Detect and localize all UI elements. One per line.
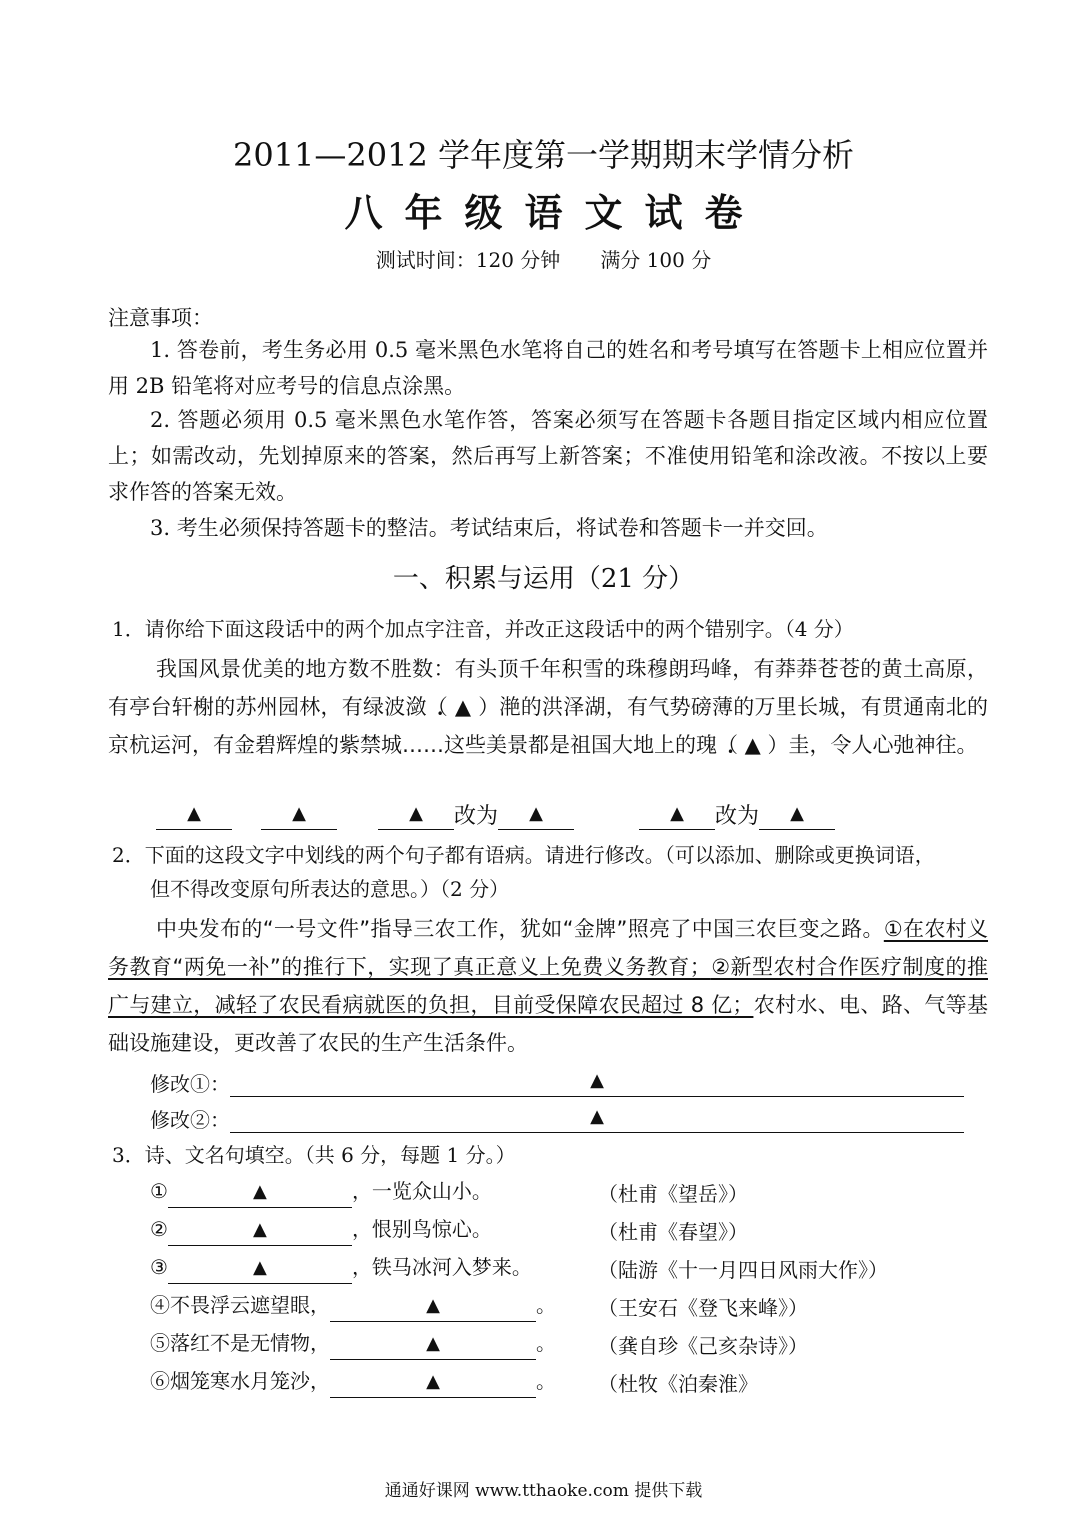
q3-blank-5[interactable]: ▲ bbox=[330, 1327, 536, 1360]
q3-blank-3[interactable]: ▲ bbox=[168, 1251, 352, 1284]
q1-dotted-char-1: 潋 bbox=[405, 695, 427, 719]
q1-blank-6[interactable]: ▲ bbox=[759, 798, 835, 830]
q1-passage-b: （ ▲ ）滟的洪泽湖，有气势磅薄的万里长城，有贯通南北的京杭运河，有金碧辉煌的紫禁城……这些美景都是祖国大地上的 bbox=[108, 695, 988, 757]
q1-change-to-2: 改为 bbox=[715, 804, 760, 829]
q1-blank-4[interactable]: ▲ bbox=[498, 798, 574, 830]
q3-blank-1[interactable]: ▲ bbox=[168, 1175, 352, 1208]
q2-fix1-blank[interactable]: ▲ bbox=[230, 1064, 964, 1097]
q1-passage bbox=[108, 650, 988, 764]
q2-fix-row-1 bbox=[150, 1064, 964, 1097]
q3-source-3: （陆游《十一月四日风雨大作》） bbox=[598, 1258, 888, 1282]
q3-item-6: ⑥烟笼寒水月笼沙， ▲ 。 bbox=[150, 1364, 556, 1398]
q2-underlined-sentence-2: ②新型农村合作医疗制度的推广与建立，减轻了农民看病就医的负担，目前受保障农民超过 8 亿； bbox=[108, 955, 988, 1017]
q2-fix2-blank[interactable]: ▲ bbox=[230, 1100, 964, 1133]
q3-blank-2[interactable]: ▲ bbox=[168, 1213, 352, 1246]
q1-passage-a: 我国风景优美的地方数不胜数：有头顶千年积雪的珠穆朗玛峰，有莽莽苍苍的黄土高原，有亭台轩榭的苏州园林，有绿波 bbox=[108, 657, 988, 719]
q3-stem: 3．诗、文名句填空。（共 6 分，每题 1 分。） bbox=[112, 1143, 516, 1167]
q3-source-1: （杜甫《望岳》） bbox=[598, 1182, 748, 1206]
q1-answer-row bbox=[156, 798, 835, 830]
q2-underlined-sentence-1: ①在农村义务教育“两免一补”的推行下，实现了真正意义上免费义务教育； bbox=[108, 917, 989, 979]
note-item-1: 1. 答卷前，考生务必用 0.5 毫米黑色水笔将自己的姓名和考号填写在答题卡上相应位置并用 2B 铅笔将对应考号的信息点涂黑。 bbox=[108, 338, 988, 398]
q3-blank-4[interactable]: ▲ bbox=[330, 1289, 536, 1322]
q1-dotted-char-2: 瑰 bbox=[696, 733, 717, 757]
exam-info bbox=[0, 244, 1087, 273]
exam-title-line1: 2011—2012 学年度第一学期期末学情分析 bbox=[232, 136, 855, 174]
q1-stem: 1．请你给下面这段话中的两个加点字注音，并改正这段话中的两个错别字。（4 分） bbox=[112, 617, 854, 641]
note-item-3: 3. 考生必须保持答题卡的整洁。考试结束后，将试卷和答题卡一并交回。 bbox=[150, 516, 828, 540]
q2-fix-row-2 bbox=[150, 1100, 964, 1133]
test-time: 测试时间：120 分钟 bbox=[375, 248, 561, 272]
q3-item-2: ② ▲ ，恨别鸟惊心。 bbox=[150, 1212, 492, 1246]
q2-fix1-label: 修改①： bbox=[150, 1072, 230, 1096]
full-score: 满分 100 分 bbox=[600, 248, 712, 272]
q2-stem-line2: 但不得改变原句所表达的意思。）（2 分） bbox=[150, 877, 510, 901]
q2-fix2-label: 修改②： bbox=[150, 1108, 230, 1132]
q1-blank-5[interactable]: ▲ bbox=[639, 798, 715, 830]
q2-passage-a: 中央发布的“一号文件”指导三农工作，犹如“金牌”照亮了中国三农巨变之路。 bbox=[156, 917, 884, 941]
notes-heading: 注意事项： bbox=[108, 306, 213, 330]
section-title: 一、积累与运用（21 分） bbox=[392, 564, 695, 594]
q2-passage-b: 农村水、电、路、气等基础设施建设，更改善了农民的生产生活条件。 bbox=[108, 993, 988, 1055]
q2-stem-line1: 2．下面的这段文字中划线的两个句子都有语病。请进行修改。（可以添加、删除或更换词语， bbox=[112, 843, 935, 867]
q3-source-5: （龚自珍《己亥杂诗》） bbox=[598, 1334, 808, 1358]
q3-blank-6[interactable]: ▲ bbox=[330, 1365, 536, 1398]
q1-passage-c: （ ▲ ）圭，令人心弛神往。 bbox=[717, 733, 978, 757]
q1-blank-3[interactable]: ▲ bbox=[378, 798, 454, 830]
q1-blank-2[interactable]: ▲ bbox=[261, 798, 337, 830]
q3-item-4: ④不畏浮云遮望眼， ▲ 。 bbox=[150, 1288, 556, 1322]
q1-blank-1[interactable]: ▲ bbox=[156, 798, 232, 830]
q3-source-6: （杜牧《泊秦淮》 bbox=[598, 1372, 758, 1396]
q1-change-to-1: 改为 bbox=[454, 804, 499, 829]
q3-source-4: （王安石《登飞来峰》） bbox=[598, 1296, 808, 1320]
q3-item-1: ① ▲ ，一览众山小。 bbox=[150, 1174, 492, 1208]
footer-text: 通通好课网 www.tthaoke.com 提供下载 bbox=[384, 1481, 703, 1501]
q2-passage bbox=[108, 910, 988, 1062]
q3-item-5: ⑤落红不是无情物， ▲ 。 bbox=[150, 1326, 556, 1360]
note-item-2: 2. 答题必须用 0.5 毫米黑色水笔作答，答案必须写在答题卡各题目指定区域内相应位置上；如需改动，先划掉原来的答案，然后再写上新答案；不准使用铅笔和涂改液。不按以上要求作答的答案无效。 bbox=[108, 408, 988, 504]
q3-source-2: （杜甫《春望》） bbox=[598, 1220, 748, 1244]
q3-item-3: ③ ▲ ，铁马冰河入梦来。 bbox=[150, 1250, 532, 1284]
exam-title-line2: 八年级语文试卷 bbox=[344, 190, 765, 235]
